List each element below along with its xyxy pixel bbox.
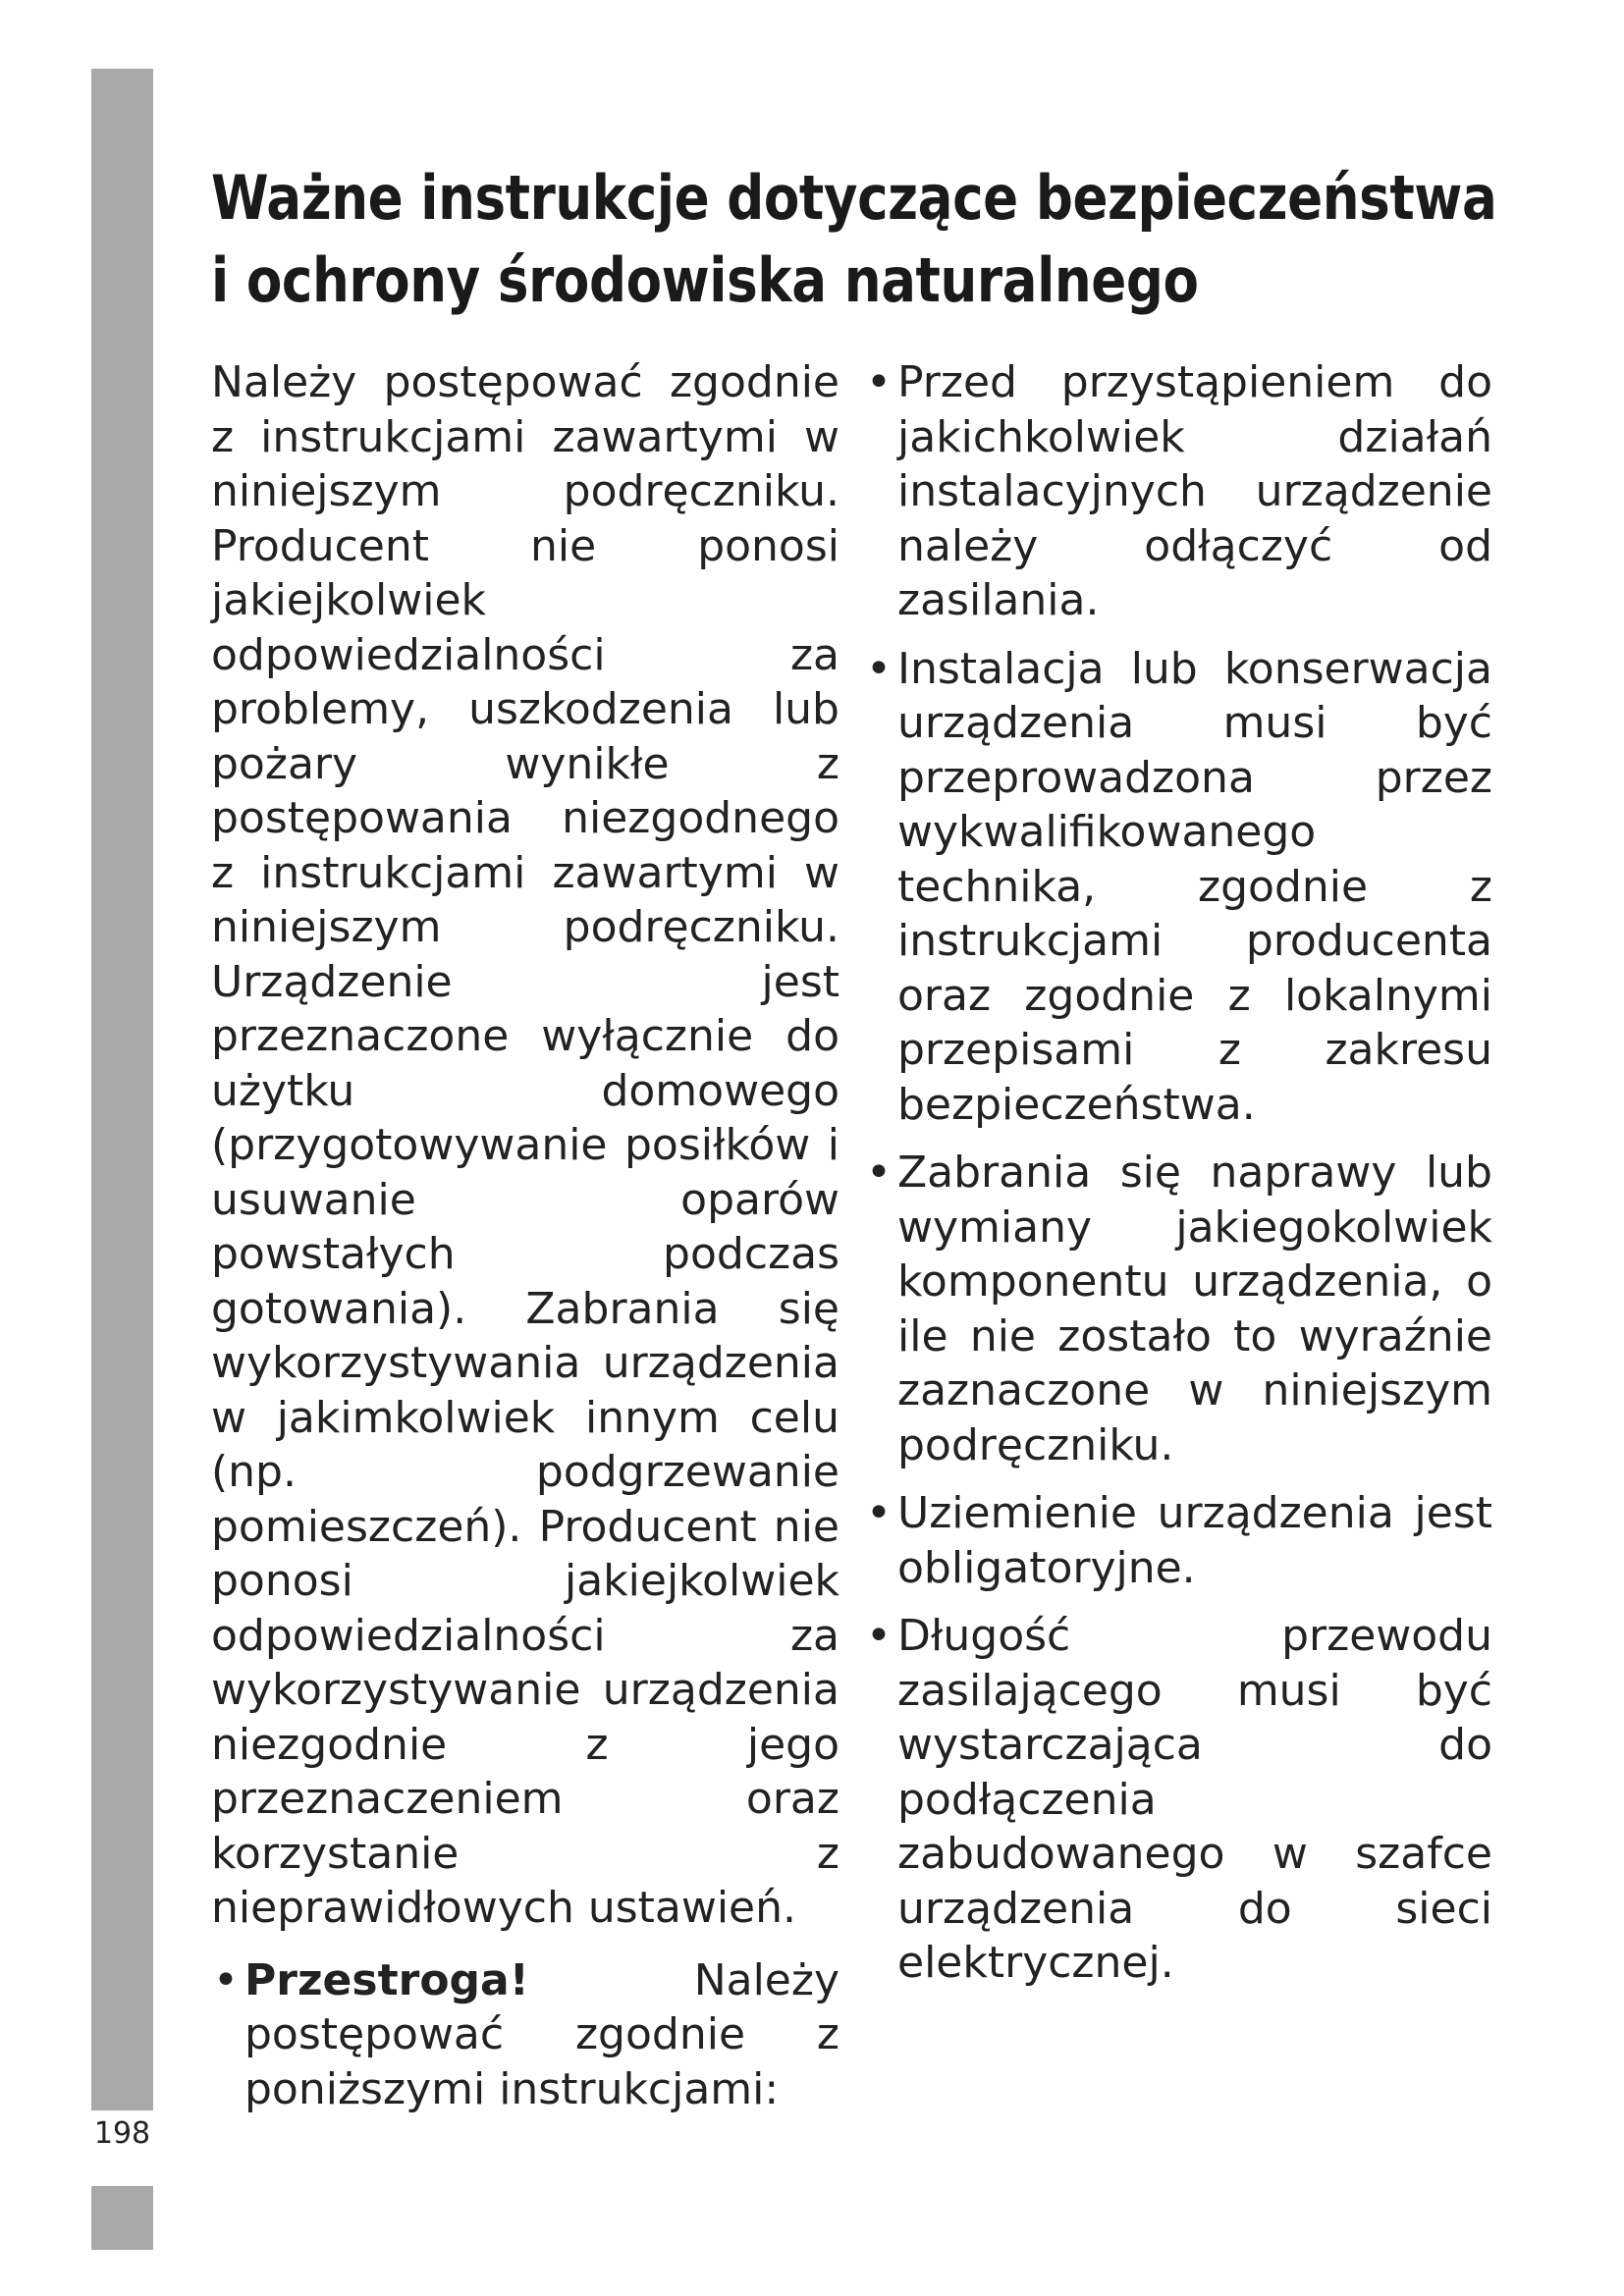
warning-bullet [211,1953,839,2117]
left-column [211,355,839,2130]
page-title [211,157,1497,322]
side-margin-block [91,2186,153,2250]
right-column [864,355,1492,2004]
page-title-line-1: Ważne instrukcje dotyczące bezpieczeństwa [211,162,1497,234]
page-number: 198 [93,2116,151,2151]
warning-text: Należy postępować zgodnie z poniższymi instrukcjami: [244,1954,839,2114]
safety-bullet: • Zabrania się naprawy lub wymiany jakiegokolwiek komponentu urządzenia, o ile nie zostało to wyraźnie zaznaczone w niniejszym podręczniku. [864,1146,1492,1472]
intro-paragraph: Należy postępować zgodnie z instrukcjami zawartymi w niniejszym podręczniku. Producent nie ponosi jakiejkolwiek odpowiedzialności za problemy, uszkodzenia lub pożary wynikłe z postępowania niezgodnego z instrukcjami zawartymi w niniejszym podręczniku. Urządzenie jest przeznaczone wyłącznie do użytku domowego (przygotowywanie posiłków i usuwanie oparów powstałych podczas gotowania). Zabrania się wykorzystywania urządzenia w jakimkolwiek innym celu (np. podgrzewanie pomieszczeń). Producent nie ponosi jakiejkolwiek odpowiedzialności za wykorzystywanie urządzenia niezgodnie z jego przeznaczeniem oraz korzystanie z nieprawidłowych ustawień. [211,357,839,1933]
page-title-line-2: i ochrony środowiska naturalnego [211,244,1199,316]
safety-bullet: • Długość przewodu zasilającego musi być wystarczająca do podłączenia zabudowanego w szafce urządzenia do sieci elektrycznej. [864,1609,1492,1991]
safety-bullet: • Przed przystąpieniem do jakichkolwiek działań instalacyjnych urządzenie należy odłączyć od zasilania. [864,355,1492,628]
warning-label: Przestroga! [244,1954,529,2005]
safety-bullet: • Instalacja lub konserwacja urządzenia musi być przeprowadzona przez wykwalifikowanego technika, zgodnie z instrukcjami producenta oraz zgodnie z lokalnymi przepisami z zakresu bezpieczeństwa. [864,642,1492,1133]
safety-bullet: • Uziemienie urządzenia jest obligatoryjne. [864,1486,1492,1595]
side-margin-bar [91,69,153,2110]
